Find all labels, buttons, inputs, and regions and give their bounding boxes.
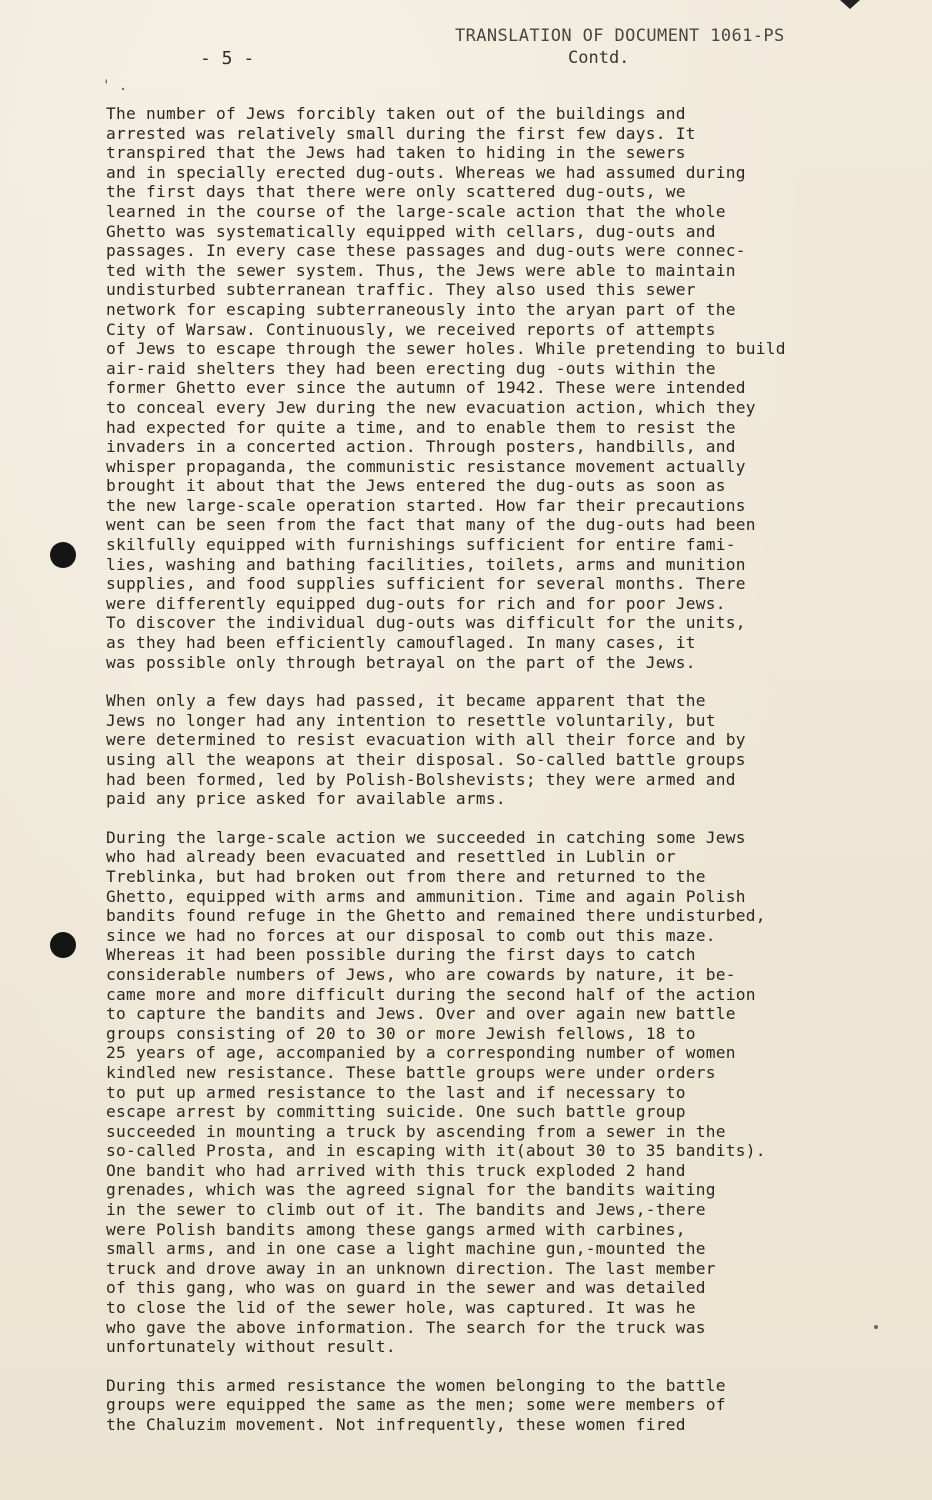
text-line: arrested was relatively small during the first few days. It <box>106 123 696 143</box>
text-line: were Polish bandits among these gangs armed with carbines, <box>106 1219 686 1239</box>
page-number: - 5 - <box>200 48 255 69</box>
text-line: and in specially erected dug-outs. Whereas we had assumed during <box>106 162 746 182</box>
text-line: considerable numbers of Jews, who are cowards by nature, it be- <box>106 964 736 984</box>
text-line: City of Warsaw. Continuously, we received reports of attempts <box>106 319 716 339</box>
text-line: ted with the sewer system. Thus, the Jews were able to maintain <box>106 260 736 280</box>
paragraph <box>106 828 896 1357</box>
text-line: to capture the bandits and Jews. Over and over again new battle <box>106 1004 736 1024</box>
paragraph <box>106 1376 896 1435</box>
text-line: to close the lid of the sewer hole, was captured. It was he <box>106 1298 696 1318</box>
text-line: network for escaping subterraneously into the aryan part of the <box>106 299 736 319</box>
text-line: former Ghetto ever since the autumn of 1942. These were intended <box>106 378 746 398</box>
text-line: was possible only through betrayal on the part of the Jews. <box>106 652 696 672</box>
text-line: grenades, which was the agreed signal for the bandits waiting <box>106 1180 716 1200</box>
text-line: groups consisting of 20 to 30 or more Jewish fellows, 18 to <box>106 1023 696 1043</box>
text-line: who had already been evacuated and resettled in Lublin or <box>106 847 676 867</box>
text-line: escape arrest by committing suicide. One such battle group <box>106 1102 686 1122</box>
text-line: bandits found refuge in the Ghetto and remained there undisturbed, <box>106 906 766 926</box>
text-line: During the large-scale action we succeeded in catching some Jews <box>106 827 746 847</box>
paragraph <box>106 691 896 809</box>
stray-marks: ' . <box>102 78 128 94</box>
text-line: truck and drove away in an unknown direction. The last member <box>106 1258 716 1278</box>
punch-hole-icon <box>50 932 76 958</box>
text-line: to conceal every Jew during the new evacuation action, which they <box>106 397 756 417</box>
text-line: air-raid shelters they had been erecting dug -outs within the <box>106 358 716 378</box>
corner-arrow-icon <box>840 0 860 9</box>
text-line: undisturbed subterranean traffic. They also used this sewer <box>106 280 696 300</box>
text-line: brought it about that the Jews entered the dug-outs as soon as <box>106 476 726 496</box>
text-line: the Chaluzim movement. Not infrequently, these women fired <box>106 1415 686 1434</box>
text-line: Jews no longer had any intention to resettle voluntarily, but <box>106 710 716 730</box>
text-line: Whereas it had been possible during the first days to catch <box>106 945 696 965</box>
text-line: so-called Prosta, and in escaping with it(about 30 to 35 bandits). <box>106 1141 766 1161</box>
text-line: the new large-scale operation started. How far their precautions <box>106 495 746 515</box>
text-line: During this armed resistance the women belonging to the battle <box>106 1375 726 1395</box>
text-line: of this gang, who was on guard in the sewer and was detailed <box>106 1278 706 1298</box>
text-line: the first days that there were only scattered dug-outs, we <box>106 182 686 202</box>
text-line: learned in the course of the large-scale action that the whole <box>106 201 726 221</box>
document-title: TRANSLATION OF DOCUMENT 1061-PS <box>455 26 785 46</box>
text-line: succeeded in mounting a truck by ascending from a sewer in the <box>106 1121 726 1141</box>
text-line: kindled new resistance. These battle groups were under orders <box>106 1062 716 1082</box>
text-line: since we had no forces at our disposal to comb out this maze. <box>106 925 716 945</box>
text-line: passages. In every case these passages and dug-outs were connec- <box>106 241 746 261</box>
text-line: who gave the above information. The search for the truck was <box>106 1317 706 1337</box>
text-line: of Jews to escape through the sewer holes. While pretending to build <box>106 339 786 359</box>
text-line: were determined to resist evacuation with all their force and by <box>106 730 746 750</box>
paragraph <box>106 104 896 672</box>
text-line: The number of Jews forcibly taken out of the buildings and <box>106 104 686 123</box>
text-line: came more and more difficult during the second half of the action <box>106 984 756 1004</box>
text-line: in the sewer to climb out of it. The bandits and Jews,-there <box>106 1200 706 1220</box>
text-line: Treblinka, but had broken out from there and returned to the <box>106 866 706 886</box>
text-line: were differently equipped dug-outs for rich and for poor Jews. <box>106 593 726 613</box>
text-line: skilfully equipped with furnishings sufficient for entire fami- <box>106 535 736 555</box>
continued-label: Contd. <box>568 48 630 68</box>
text-line: had expected for quite a time, and to enable them to resist the <box>106 417 736 437</box>
punch-hole-icon <box>50 542 76 568</box>
text-line: went can be seen from the fact that many of the dug-outs had been <box>106 515 756 535</box>
text-line: When only a few days had passed, it became apparent that the <box>106 691 706 711</box>
text-line: paid any price asked for available arms. <box>106 789 506 809</box>
text-line: small arms, and in one case a light machine gun,-mounted the <box>106 1239 706 1259</box>
text-line: Ghetto was systematically equipped with cellars, dug-outs and <box>106 221 716 241</box>
text-line: supplies, and food supplies sufficient for several months. There <box>106 574 746 594</box>
document-body <box>106 104 896 1454</box>
text-line: 25 years of age, accompanied by a corresponding number of women <box>106 1043 736 1063</box>
text-line: lies, washing and bathing facilities, toilets, arms and munition <box>106 554 746 574</box>
text-line: unfortunately without result. <box>106 1337 396 1357</box>
text-line: whisper propaganda, the communistic resistance movement actually <box>106 456 746 476</box>
text-line: transpired that the Jews had taken to hiding in the sewers <box>106 143 686 163</box>
text-line: invaders in a concerted action. Through posters, handbills, and <box>106 437 736 457</box>
text-line: One bandit who had arrived with this truck exploded 2 hand <box>106 1160 686 1180</box>
text-line: had been formed, led by Polish-Bolshevists; they were armed and <box>106 769 736 789</box>
text-line: To discover the individual dug-outs was difficult for the units, <box>106 613 746 633</box>
text-line: using all the weapons at their disposal. So-called battle groups <box>106 750 746 769</box>
text-line: as they had been efficiently camouflaged. In many cases, it <box>106 633 696 653</box>
text-line: groups were equipped the same as the men; some were members of <box>106 1395 726 1415</box>
text-line: to put up armed resistance to the last and if necessary to <box>106 1082 686 1102</box>
text-line: Ghetto, equipped with arms and ammunition. Time and again Polish <box>106 886 746 906</box>
